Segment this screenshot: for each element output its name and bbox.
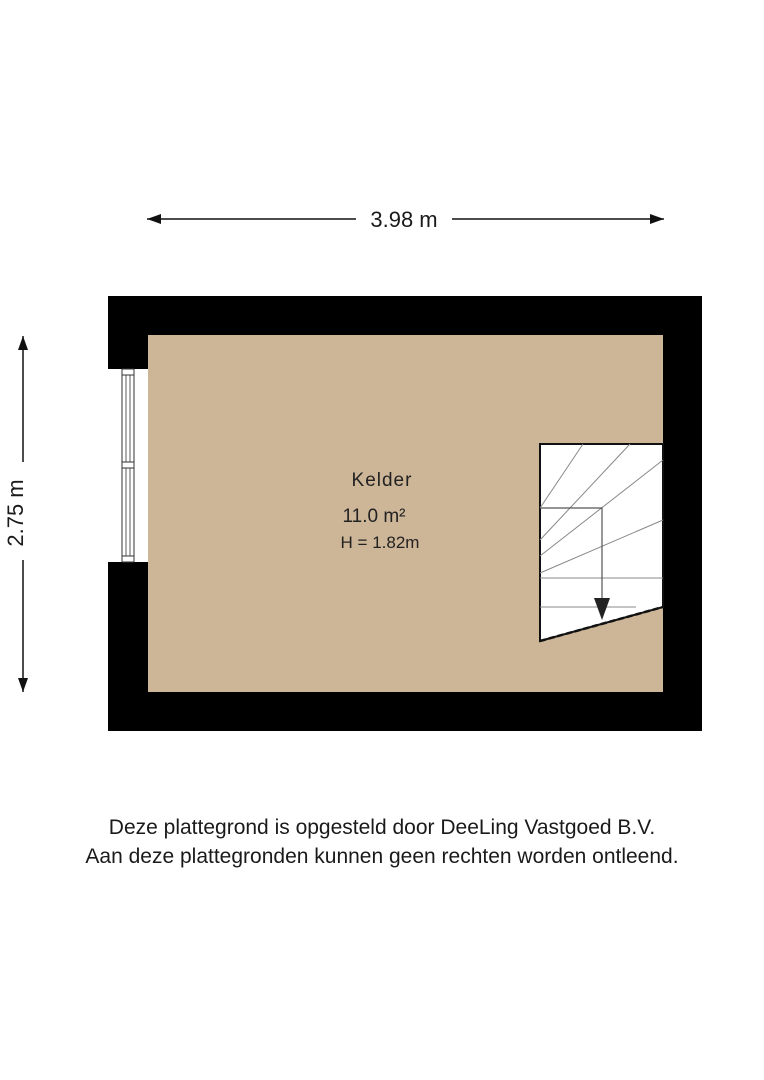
width-label: 3.98 m (370, 207, 438, 232)
height-dimension (3, 336, 28, 692)
staircase (540, 444, 663, 641)
arrow-right-icon (650, 214, 664, 224)
arrow-left-icon (147, 214, 161, 224)
disclaimer-line-1: Deze plattegrond is opgesteld door DeeLing Vastgoed B.V. (108, 816, 656, 839)
room-name: Kelder (351, 470, 413, 491)
window (108, 369, 148, 562)
arrow-up-icon (18, 336, 28, 350)
width-dimension (147, 207, 664, 232)
arrow-down-icon (18, 678, 28, 692)
room-area: 11.0 m² (342, 506, 406, 527)
height-label: 2.75 m (3, 479, 28, 547)
room-height: H = 1.82m (340, 533, 420, 552)
disclaimer-line-2: Aan deze plattegronden kunnen geen rechten worden ontleend. (85, 845, 679, 868)
